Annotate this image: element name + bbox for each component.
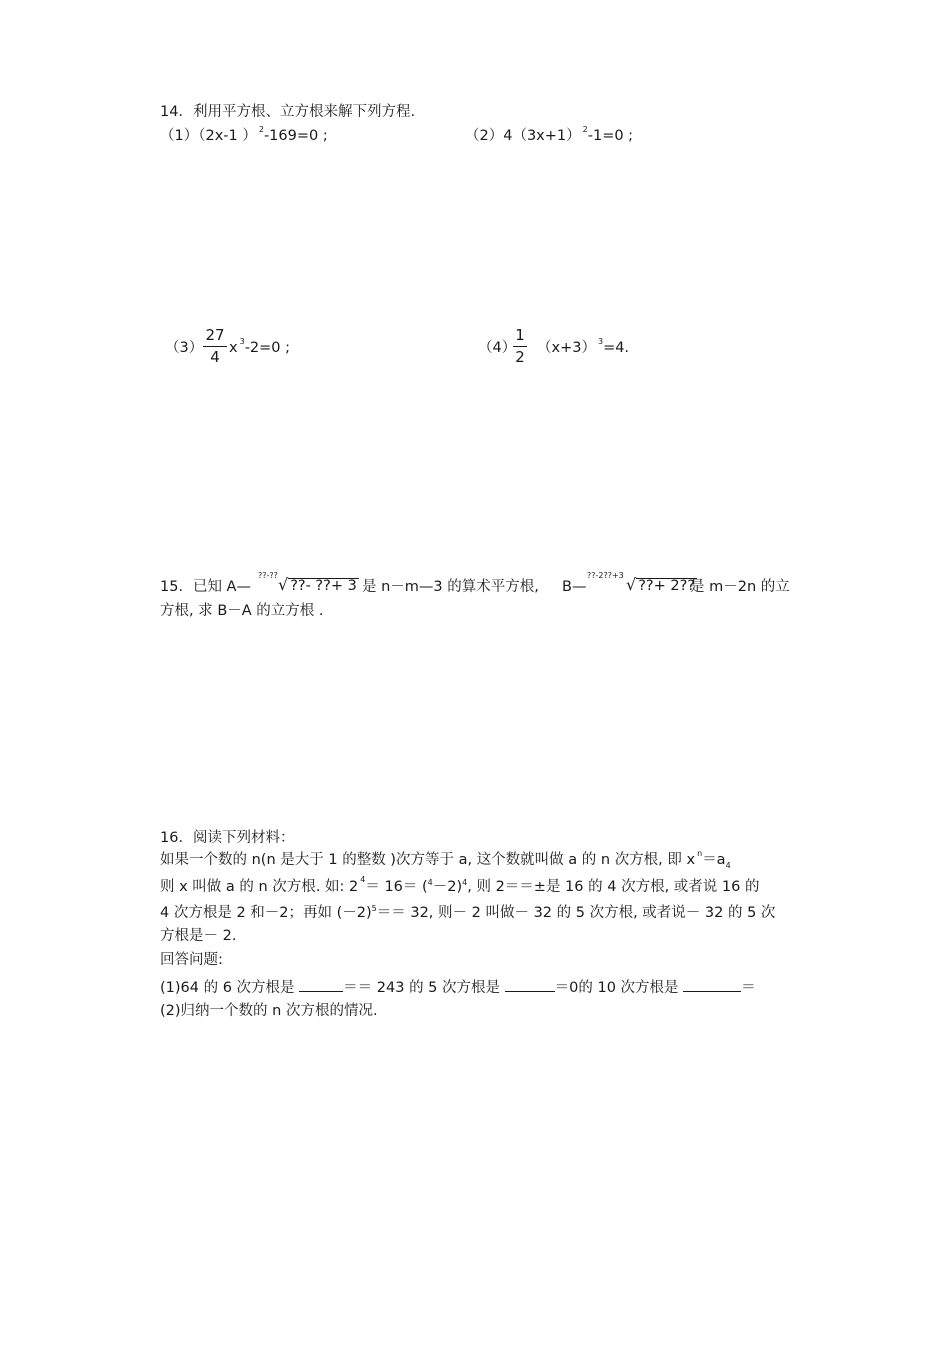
q15-radical-b: √ ??+ 2??: [626, 575, 695, 594]
q14-part3-label: （3）: [165, 340, 204, 356]
answer-blank-1[interactable]: [299, 979, 343, 992]
q14-title: 14．利用平方根、立方根来解下列方程.: [160, 104, 416, 120]
q16-title: 16．阅读下列材料：: [160, 830, 295, 846]
q16-line5: 回答问题:: [160, 952, 223, 968]
q16-line2: 则 x 叫做 a 的 n 次方根. 如: 2 $^4= 16= (^4-2)^4$, 则 2＝＝±是 16 的 4 次方根, 或者说 16 的: [160, 875, 760, 895]
answer-blank-2[interactable]: [505, 979, 555, 992]
q15-line1-mid: 是 n－m—3 的算术平方根,: [362, 579, 539, 595]
q15-line1-start: 15．已知 A—: [160, 579, 251, 595]
q16-question2: (2)归纳一个数的 n 次方根的情况.: [160, 1003, 378, 1019]
q14-part1: （1）（2x-1 ） $^2$-169=0 ;: [160, 125, 328, 144]
q15-root-index-b: ??-2??+3: [587, 571, 624, 580]
q16-line1: 如果一个数的 n(n 是大于 1 的整数 )次方等于 a, 这个数就叫做 a 的 n 次方根, 即 x $^n=a_4$: [160, 849, 731, 870]
q15-line1-end: 是 m－2n 的立: [690, 579, 790, 595]
q14-part2: （2）4（3x+1） $^2$-1=0 ;: [465, 125, 634, 144]
answer-blank-3[interactable]: [683, 979, 741, 992]
q16-line4: 方根是－ 2.: [160, 928, 237, 944]
q14-part3-rest: x $^3$-2=0 ;: [229, 337, 291, 356]
q16-line3: 4 次方根是 2 和－2；再如 $(-2)^5== 32$, 则－ 2 叫做－ 32 的 5 次方根, 或者说－ 32 的 5 次: [160, 904, 776, 921]
q15-radical-a: √ ??- ??+ 3: [278, 575, 357, 594]
q15-line1-b: B—: [562, 579, 587, 595]
q16-question1: (1)64 的 6 次方根是 ＝＝ 243 的 5 次方根是 ＝0的 10 次方根是 ＝: [160, 980, 756, 996]
q14-part4-fraction: 1 2: [513, 328, 527, 365]
q15-line2: 方根, 求 B－A 的立方根 .: [160, 603, 324, 619]
q15-root-index-a: ??-??: [258, 571, 278, 580]
q14-part4-rest: （x+3） $^3$=4.: [537, 337, 630, 356]
q14-part4-label: （4）: [478, 340, 517, 356]
q14-part3-fraction: 27 4: [203, 328, 227, 365]
